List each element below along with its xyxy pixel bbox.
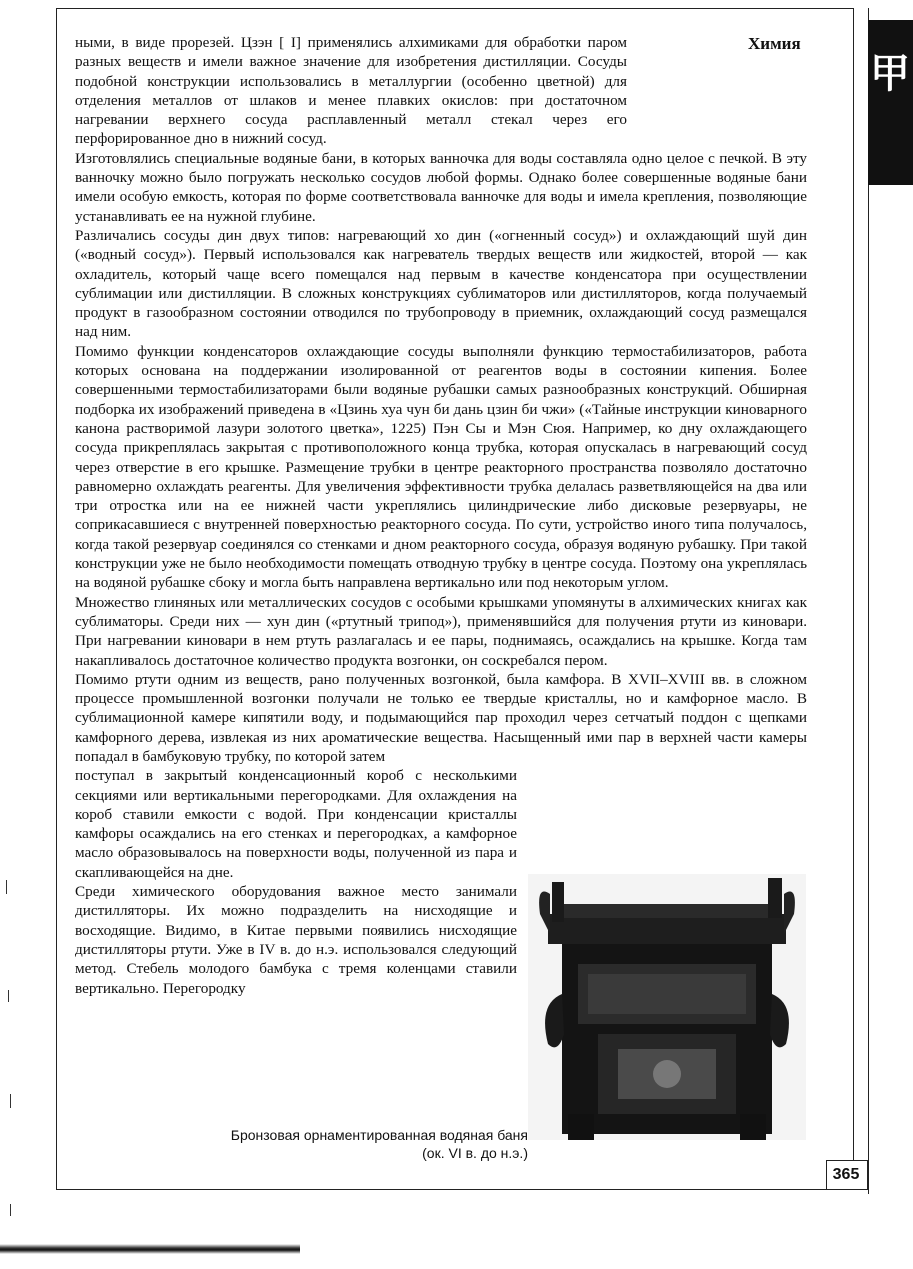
paragraph: Множество глиняных или металлических сосудов с особыми крышками упомянуты в алхимических книгах как сублиматоры. Среди них — хун дин («ртутный трипод»), применявшийся для получения ртути из киновари. При нагревании киновари в нем ртуть разлагалась и ее пары, поднимаясь, осаждались на крышке. Когда там накапливалось достаточное количество продукта возгонки, он соскребался пером.: [75, 593, 807, 669]
figure-caption: [180, 1126, 528, 1162]
scan-mark: [10, 1204, 11, 1216]
caption-line: (ок. VI в. до н.э.): [422, 1145, 528, 1161]
scan-mark: [8, 990, 9, 1002]
paragraph: Среди химического оборудования важное место занимали дистилляторы. Их можно подразделить на нисходящие и восходящие. Видимо, в Китае первыми появились нисходящие дистилляторы ртути. Уже в IV в. до н.э. использовался следующий метод. Стебель молодого бамбука с тремя коленцами ставили вертикально. Перегородку: [75, 883, 517, 997]
article-body: [75, 33, 807, 998]
scan-mark: [6, 880, 7, 894]
paragraph: Изготовлялись специальные водяные бани, в которых ванночка для воды составляла одно целое с печкой. В эту ванночку можно было погружать несколько сосудов любой формы. Однако более совершенные водяные бани имели особую емкость, которая по форме соответствовала ванночке для воды и имела крепления, позволяющие устанавливать ее на нужной глубине.: [75, 149, 807, 225]
paragraph: Помимо ртути одним из веществ, рано полученных возгонкой, была камфора. В XVII–XVIII вв. в сложном процессе промышленной возгонки получали не только ее твердые кристаллы, но и камфорное масло. В сублимационной камере кипятили воду, и подымающийся пар проходил через сетчатый поддон с щепками камфорного дерева, извлекая из них ароматические вещества. Насыщенный ими пар в верхней части камеры попадал в бамбуковую трубку, по которой затем: [75, 670, 807, 765]
section-tab-glyph: 甲: [870, 51, 910, 97]
paragraph: поступал в закрытый конденсационный короб с несколькими секциями или вертикальными перегородками. Для охлаждения на короб ставили емкости с водой. При конденсации кристаллы камфоры осаждались на его стенках и перегородках, а камфорное масло образовывалось на поверхности воды, полученной из пара и скапливающейся на дне.: [75, 767, 517, 881]
bronze-water-bath-photo: [528, 874, 806, 1140]
running-header-title: Химия: [748, 34, 801, 53]
paragraph: ными, в виде прорезей. Цзэн [ I] применялись алхимиками для обработки паром разных веществ и имели важное значение для изобретения дистилляции. Сосуды подобной конструкции использовались в металлургии (особенно цветной) для отделения металлов от шлаков и менее плавких окислов: при достаточном нагревании верхнего сосуда расплавленный металл стекал через его перфорированное дно в нижний сосуд.: [75, 34, 627, 148]
paragraph: Помимо функции конденсаторов охлаждающие сосуды выполняли функцию термостабилизаторов, работа которых основана на поддержании изолированной от реагентов воды в состоянии кипения. Более совершенными термостабилизаторами были водяные рубашки самых разнообразных конструкций. Обширная подборка их изображений приведена в «Цзинь хуа чун би дань цзин би чжи» («Тайные инструкции киноварного канона растворимой лазури золотого цветка», 1225) Пэн Сы и Мэн Сюя. Например, ко дну охлаждающего сосуда прикреплялась закрытая с противоположного конца трубка, которая опускалась в нагревающий сосуд через отверстие в его крышке. Размещение трубки в центре реакторного пространства позволяло достаточно равномерно охлаждать реагенты. Для увеличения эффективности трубка делалась разветвляющейся на два или три отростка или на ее нижней части укреплялись цилиндрические либо дисковые резервуары, не соприкасавшиеся с внутренней поверхностью реакторного сосуда. По сути, устройство иного типа получалось, когда такой резервуар соединялся со стенками и дном реакторного сосуда, образуя водяную рубашку. При такой конструкции уже не было необходимости помещать отводную трубку в центре сосуда. Поэтому она укреплялась на водяной рубашке сбоку и могла быть направлена вертикально или под некоторым углом.: [75, 342, 807, 592]
scan-mark: [10, 1094, 11, 1108]
caption-line: Бронзовая орнаментированная водяная баня: [230, 1127, 528, 1143]
scan-edge-shadow: [0, 1244, 300, 1254]
page-number: 365: [832, 1166, 860, 1183]
margin-rule: [868, 8, 869, 1194]
paragraph: Различались сосуды дин двух типов: нагревающий хо дин («огненный сосуд») и охлаждающий шуй дин («водный сосуд»). Первый использовался как нагреватель твердых веществ или жидкостей, второй — как охладитель, который чаще всего помещался над первым в качестве конденсатора при осуществлении сублимации или дистилляции. В сложных конструкциях сублиматоров или дистилляторов, когда получаемый продукт в газообразном состоянии отводился по трубопроводу в приемник, охлаждающий сосуд размещался над ним.: [75, 226, 807, 341]
